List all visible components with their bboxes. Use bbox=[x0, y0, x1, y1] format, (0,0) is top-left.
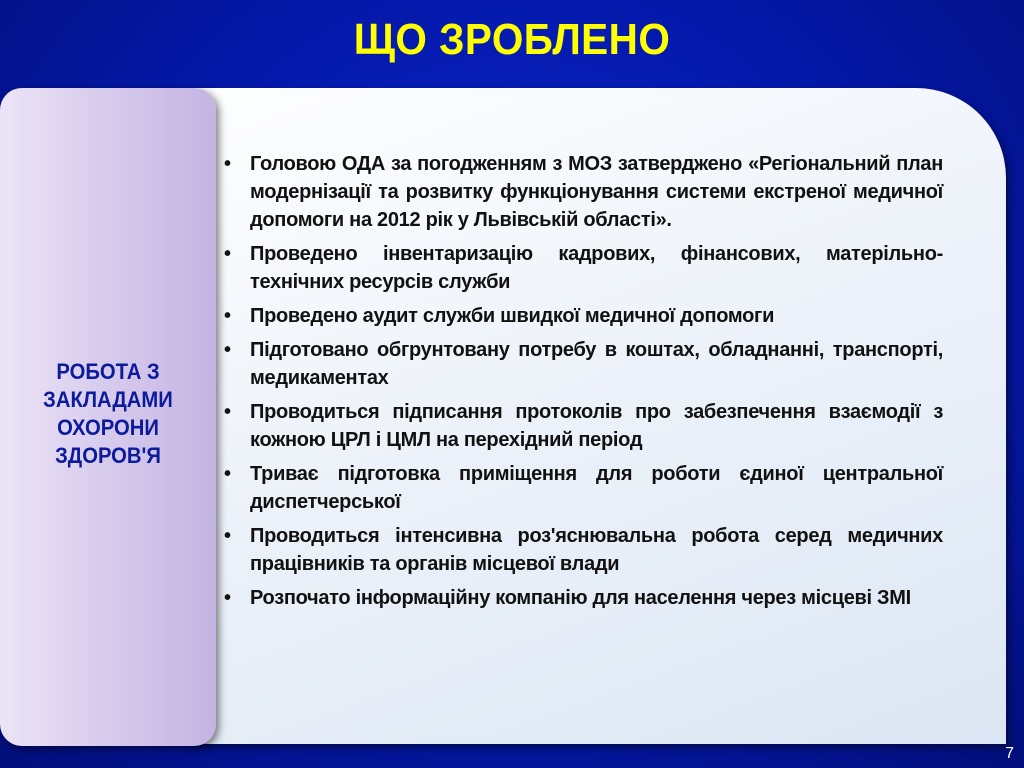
page-number: 7 bbox=[1005, 745, 1014, 762]
slide-title: ЩО ЗРОБЛЕНО bbox=[353, 15, 671, 64]
bullet-item bbox=[222, 398, 943, 454]
bullet-marker: • bbox=[224, 339, 231, 361]
bullet-text: Розпочато інформаційну компанію для населення через місцеві ЗМІ bbox=[250, 587, 911, 609]
bullet-item bbox=[222, 302, 943, 330]
bullet-marker: • bbox=[224, 401, 231, 423]
bullet-item bbox=[222, 522, 943, 578]
bullet-marker: • bbox=[224, 243, 231, 265]
bullet-text: Підготовано обгрунтовану потребу в коштах, обладнанні, транспорті, медикаментах bbox=[250, 339, 943, 389]
bullet-marker: • bbox=[224, 305, 231, 327]
bullet-item bbox=[222, 460, 943, 516]
bullet-item bbox=[222, 584, 943, 612]
bullet-marker: • bbox=[224, 463, 231, 485]
bullet-text: Проводиться інтенсивна роз'яснювальна робота серед медичних працівників та органів місцевої влади bbox=[250, 525, 943, 575]
sidebar-tab bbox=[0, 88, 216, 746]
bullet-item bbox=[222, 150, 943, 234]
bullet-marker: • bbox=[224, 525, 231, 547]
bullet-marker: • bbox=[224, 587, 231, 609]
bullet-text: Проводиться підписання протоколів про забезпечення взаємодії з кожною ЦРЛ і ЦМЛ на перехідний період bbox=[250, 401, 943, 451]
sidebar-label: РОБОТА З ЗАКЛАДАМИ ОХОРОНИ ЗДОРОВ'Я bbox=[43, 359, 173, 468]
bullet-item bbox=[222, 336, 943, 392]
bullet-text: Головою ОДА за погодженням з МОЗ затверджено «Регіональний план модернізації та розвитку функціонування системи екстреної медичної допомоги на 2012 рік у Львівській області». bbox=[250, 153, 943, 231]
bullet-marker: • bbox=[224, 153, 231, 175]
bullet-text: Проведено інвентаризацію кадрових, фінансових, матерільно-технічних ресурсів служби bbox=[250, 243, 943, 293]
bullet-text: Триває підготовка приміщення для роботи єдиної центральної диспетчерської bbox=[250, 463, 943, 513]
bullet-list bbox=[222, 150, 943, 618]
bullet-text: Проведено аудит служби швидкої медичної допомоги bbox=[250, 305, 775, 327]
bullet-item bbox=[222, 240, 943, 296]
